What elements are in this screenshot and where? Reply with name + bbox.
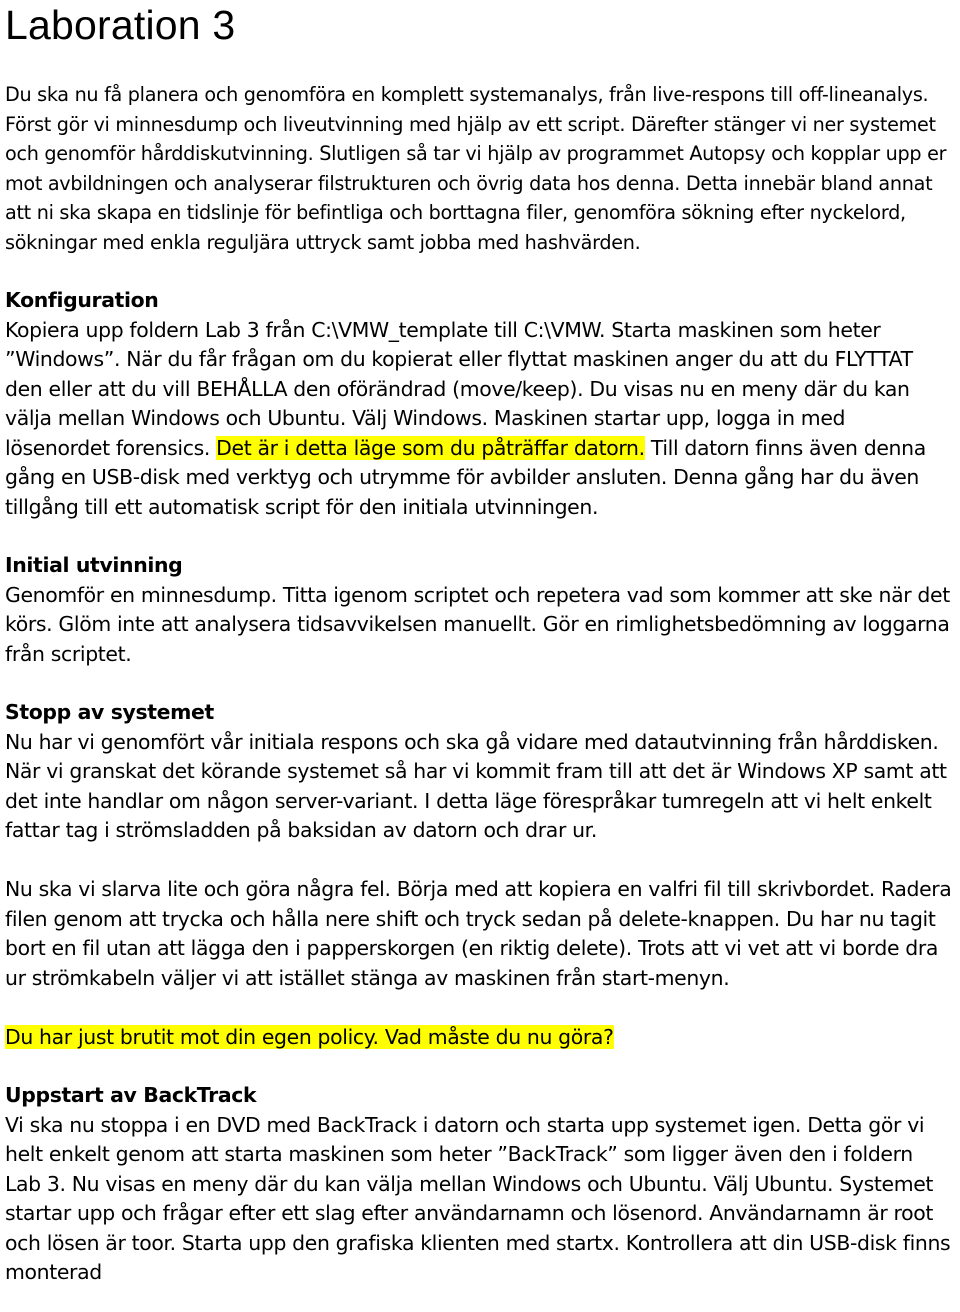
backtrack-paragraph: Vi ska nu stoppa i en DVD med BackTrack i datorn och starta upp systemet igen. Detta gör vi helt enkelt genom att starta maskinen som heter ”BackTrack” som ligger även den i foldern Lab 3. Nu visas en meny där du kan välja mellan Windows och Ubuntu. Välj Ubuntu. Systemet startar upp och frågar efter ett slag efter användarnamn och lösenord. Användarnamn är root och lösen är toor. Starta upp den grafiska klienten med startx. Kontrollera att din USB-disk finns monterad [5,1112,951,1284]
stopp-paragraph-2: Nu ska vi slarva lite och göra några fel. Börja med att kopiera en valfri fil till skrivbordet. Radera filen genom att trycka och hålla nere shift och tryck sedan på delete-knappen. Du har nu tagit bort en fil utan att lägga den i papperskorgen (en riktig delete). Trots att vi vet att vi borde dra ur strömkabeln väljer vi att istället stänga av maskinen från start-menyn. [5,877,952,990]
section-heading-stopp-av-systemet: Stopp av systemet [5,700,214,724]
intro-paragraph: Du ska nu få planera och genomföra en komplett systemanalys, från live-respons till off-lineanalys. Först gör vi minnesdump och liveutvinning med hjälp av ett script. Därefter stänger vi ner systemet och genomför hårddiskutvinning. Slutligen så tar vi hjälp av programmet Autopsy och kopplar upp er mot avbildningen och analyserar filstrukturen och övrig data hos denna. Detta innebär bland annat att ni ska skapa en tidslinje för befintliga och borttagna filer, genomföra sökning efter nyckelord, sökningar med enkla reguljära uttryck samt jobba med hashvärden. [5,83,947,254]
konfiguration-paragraph [5,316,953,523]
section-heading-konfiguration: Konfiguration [5,288,159,312]
section-stopp-av-systemet [5,698,953,1052]
section-heading-initial-utvinning: Initial utvinning [5,553,183,577]
section-konfiguration [5,286,953,522]
konfiguration-text-after: Till datorn finns även denna gång en USB-disk med verktyg och utrymme för avbilder ansluten. Denna gång har du även tillgång till ett automatisk script för den initiala utvinningen. [5,435,926,519]
section-heading-uppstart-backtrack: Uppstart av BackTrack [5,1083,257,1107]
document-page [5,0,953,1288]
section-uppstart-backtrack [5,1081,953,1288]
policy-question-highlight: Du har just brutit mot din egen policy. Vad måste du nu göra? [5,1024,614,1049]
stopp-paragraph-1: Nu har vi genomfört vår initiala respons och ska gå vidare med datautvinning från hårddisken. När vi granskat det körande systemet så har vi kommit fram till att det är Windows XP samt att det inte handlar om någon server-variant. I detta läge förespråkar tumregeln att vi helt enkelt fattar tag i strömsladden på baksidan av datorn och drar ur. [5,729,947,842]
section-initial-utvinning [5,551,953,669]
page-title: Laboration 3 [5,2,236,48]
konfiguration-text-before: Kopiera upp foldern Lab 3 från C:\VMW_template till C:\VMW. Starta maskinen som heter ”Windows”. När du får frågan om du kopierat eller flyttat maskinen anger du att du FLYTTAT den eller att du vill BEHÅLLA den oförändrad (move/keep). Du visas nu en meny där du kan välja mellan Windows och Ubuntu. Välj Windows. Maskinen startar upp, logga in med lösenordet forensics. [5,317,913,460]
initial-utvinning-paragraph: Genomför en minnesdump. Titta igenom scriptet och repetera vad som kommer att ske när det körs. Glöm inte att analysera tidsavvikelsen manuellt. Gör en rimlighetsbedömning av loggarna från scriptet. [5,582,950,666]
konfiguration-highlight: Det är i detta läge som du påträffar datorn. [216,435,645,460]
stopp-highlight-paragraph [5,1023,953,1053]
